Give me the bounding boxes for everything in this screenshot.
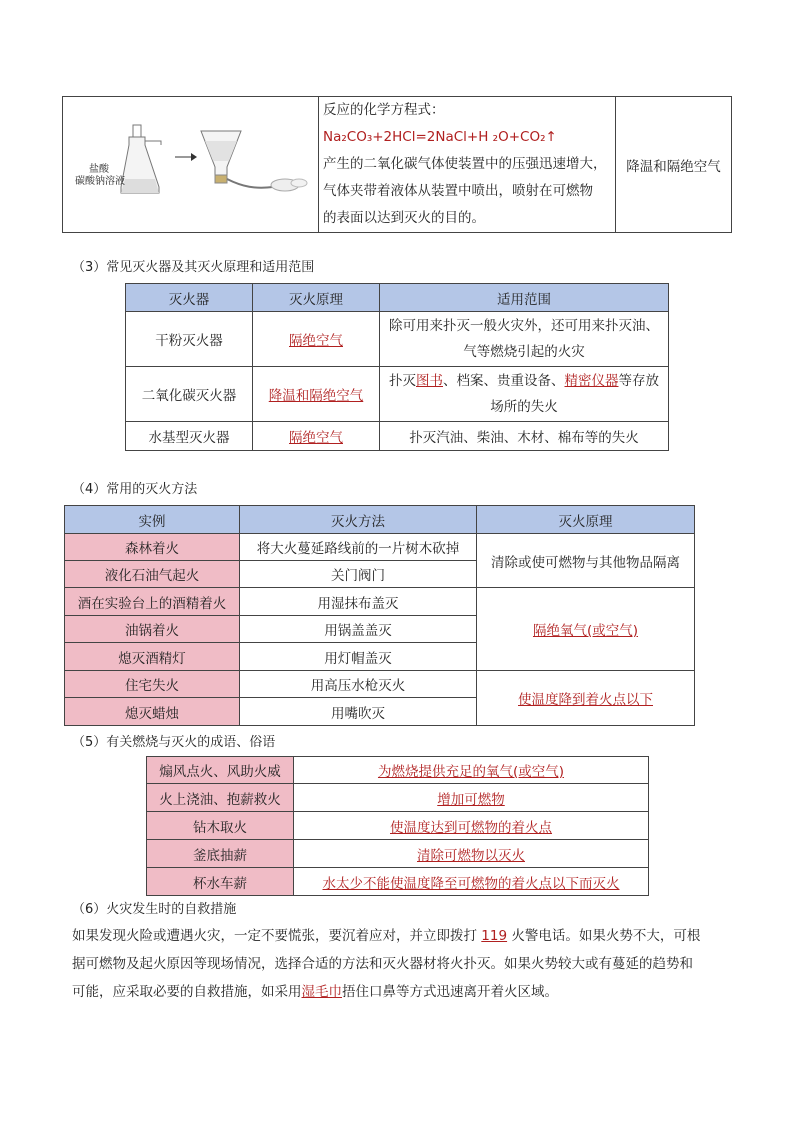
label-acid: 盐酸	[89, 164, 109, 175]
table-row	[147, 840, 649, 868]
equation-title: 反应的化学方程式：	[323, 102, 445, 118]
idiom: 钻木取火	[147, 812, 294, 840]
extinguisher-name: 二氧化碳灭火器	[126, 367, 253, 422]
equation: Na₂CO₃+2HCl=2NaCl+H ₂O+CO₂↑	[323, 129, 557, 145]
scope-line: 场所的失火	[490, 399, 558, 415]
method: 用湿抹布盖灭	[240, 588, 477, 616]
principle: 清除或使可燃物与其他物品隔离	[477, 534, 695, 588]
extinguisher-scope: 扑灭汽油、柴油、木材、棉布等的失火	[380, 422, 669, 451]
principle: 使温度降到着火点以下	[477, 671, 695, 726]
scope-line: 扑灭图书、档案、贵重设备、精密仪器等存放	[389, 373, 659, 389]
idiom-explain: 清除可燃物以灭火	[294, 840, 649, 868]
extinguisher-scope	[380, 367, 669, 422]
self-rescue-paragraph	[72, 922, 732, 1006]
table-row	[65, 588, 695, 616]
method: 用灯帽盖灭	[240, 643, 477, 671]
idiom-explain: 使温度达到可燃物的着火点	[294, 812, 649, 840]
principle: 隔绝氧气(或空气)	[477, 588, 695, 671]
example: 森林着火	[65, 534, 240, 561]
paragraph-line: 如果发现火险或遭遇火灾，一定不要慌张，要沉着应对，并立即拨打 119 火警电话。如果火势不大，可根	[72, 928, 701, 944]
extinguisher-principle: 隔绝空气	[253, 312, 380, 367]
table-row	[65, 534, 695, 561]
extinguisher-name: 干粉灭火器	[126, 312, 253, 367]
idiom: 釜底抽薪	[147, 840, 294, 868]
idiom: 杯水车薪	[147, 868, 294, 896]
scope-line: 除可用来扑灭一般火灾外，还可用来扑灭油、	[389, 318, 659, 334]
col-header: 灭火原理	[253, 284, 380, 312]
col-header: 实例	[65, 506, 240, 534]
section-4-heading: （4）常用的灭火方法	[72, 482, 198, 497]
section-5-heading: （5）有关燃烧与灭火的成语、俗语	[72, 735, 276, 750]
method: 用锅盖盖灭	[240, 616, 477, 643]
table-row	[147, 868, 649, 896]
table-row	[126, 422, 669, 451]
label-base: 碳酸钠溶液	[75, 176, 125, 187]
description-line: 气体夹带着液体从装置中喷出，喷射在可燃物	[323, 183, 593, 199]
example: 液化石油气起火	[65, 561, 240, 588]
table-row	[147, 784, 649, 812]
wet-towel: 湿毛巾	[301, 984, 342, 1000]
col-header: 灭火方法	[240, 506, 477, 534]
paragraph-line: 据可燃物及起火原因等现场情况，选择合适的方法和灭火器材将火扑灭。如果火势较大或有蔓延的趋势和	[72, 956, 693, 972]
fire-number: 119	[481, 928, 508, 944]
idiom: 火上浇油、抱薪救火	[147, 784, 294, 812]
extinguisher-principle: 降温和隔绝空气	[253, 367, 380, 422]
description-line: 产生的二氧化碳气体使装置中的压强迅速增大，	[323, 156, 607, 172]
scope-line: 气等燃烧引起的火灾	[463, 344, 585, 360]
table-header	[65, 506, 695, 534]
description-line: 的表面以达到灭火的目的。	[323, 210, 485, 226]
example: 酒在实验台上的酒精着火	[65, 588, 240, 616]
idiom-explain: 为燃烧提供充足的氧气(或空气)	[294, 757, 649, 784]
method: 关门阀门	[240, 561, 477, 588]
extinguisher-name: 水基型灭火器	[126, 422, 253, 451]
table-row	[147, 812, 649, 840]
table-row	[126, 312, 669, 367]
col-header: 适用范围	[380, 284, 669, 312]
reaction-description	[319, 97, 616, 233]
idiom-explain: 增加可燃物	[294, 784, 649, 812]
idiom: 煽风点火、风助火威	[147, 757, 294, 784]
col-header: 灭火原理	[477, 506, 695, 534]
example: 熄灭蜡烛	[65, 698, 240, 726]
table-row	[65, 671, 695, 698]
paragraph-line: 可能，应采取必要的自救措施，如采用湿毛巾捂住口鼻等方式迅速离开着火区域。	[72, 984, 558, 1000]
extinguisher-principle: 隔绝空气	[253, 422, 380, 451]
section-3-heading: （3）常见灭火器及其灭火原理和适用范围	[72, 260, 315, 275]
top-principle: 降温和隔绝空气	[616, 97, 732, 233]
table-row	[126, 367, 669, 422]
example: 住宅失火	[65, 671, 240, 698]
example: 油锅着火	[65, 616, 240, 643]
table-header	[126, 284, 669, 312]
extinguisher-scope	[380, 312, 669, 367]
method: 将大火蔓延路线前的一片树木砍掉	[240, 534, 477, 561]
extinguisher-table	[125, 283, 669, 451]
section-6-heading: （6）火灾发生时的自救措施	[72, 902, 237, 917]
top-table	[62, 96, 732, 233]
idiom-table	[146, 756, 649, 896]
apparatus-cell	[63, 97, 319, 233]
col-header: 灭火器	[126, 284, 253, 312]
example: 熄灭酒精灯	[65, 643, 240, 671]
method: 用嘴吹灭	[240, 698, 477, 726]
table-row	[147, 757, 649, 784]
idiom-explain: 水太少不能使温度降至可燃物的着火点以下而灭火	[294, 868, 649, 896]
method: 用高压水枪灭火	[240, 671, 477, 698]
method-table	[64, 505, 695, 726]
